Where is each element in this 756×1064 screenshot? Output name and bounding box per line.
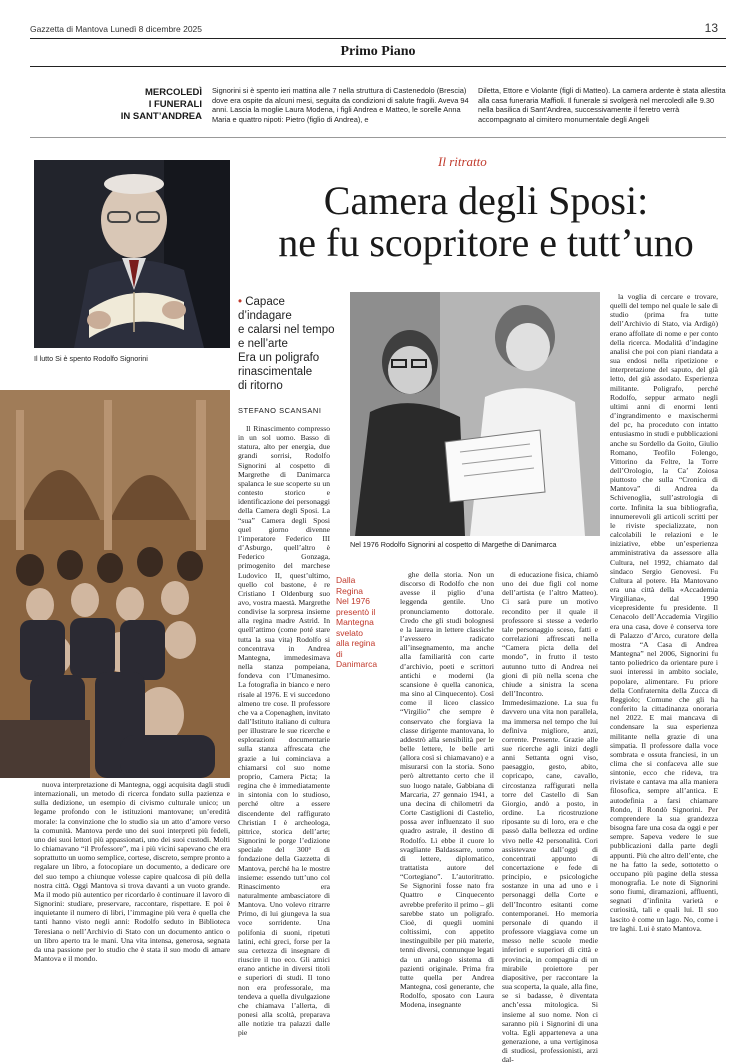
article-column-1: nuova interpretazione di Mantegna, oggi acquisita dagli studi internazionali, un metodo di ricerca fondato sulla pazienza e sulla dedizione, un esempio di civismo culturale unico; un legame profondo con le istituzioni mantovane; un’eredità morale: la convinzione che lo studio sia un atto d’amore verso la comunità. Mantova perde uno dei suoi interpreti più fedeli, uno dei suoi lettori più appassionati, uno dei suoi custodi. Molti lo chiamavano “il Professore”, ma i più vicini sapevano che era soprattutto un uomo semplice, cortese, discreto, sempre pronto a regalare un libro, a fotocopiare un documento, a dedicare ore del suo tempo a chiunque volesse capire qualcosa di più della nostra città. Oggi Mantova si trova davanti a un vuoto grande. Ma il modo più autentico per ricordarlo è continuare il lavoro di Signorini: studiare, preservare, raccontare, rispettare. E poi è inquietante il numero di libri, l’immagine più vera è quella che tanti hanno visto negli anni: Rodolfo seduto in Biblioteca Teresiana o nell’Archivio di Stato con un documento antico o un libro aperto tra le mani. Una vita intensa, generosa, segnata da una passione per lo studio che è stata il suo modo di amare Mantova e il mondo. [34,780,230,963]
article-column-4: di educazione fisica, chiamò uno dei due figli col nome dell’artista (e l’altro Matteo). Ci sarà pure un motivo recondito per il quale il professore si stesse a vederlo tale personaggio sceso, fatti e correlazioni affrescati nella “Camera picta della del mondo”, in frutto il testo autunno tutto di Andrea nei gioni di più nella scena che chiude a sinistra la scena dell’Incontro. Immedesimazione. La sua fu davvero una vita non parallela, ma immersa nel tempo che lui definiva migliore, anzi, corrente. Presente. Grazie alle sue ricerche agli inizi degli anni Settanta ogni viso, paesaggio, gesto, abito, copricapo, cane, cavallo, circostanza raffigurati nella torre del Castello di San Giorgio, andò a posto, in ordine. La ricostruzione riposante su di loro, era e che passò dalla bellezza ed ordine vivo nelle 42 personalità. Cori assistevaxe dall’oggi di concentrati appunto di concertazione e fede di principio, e psicologiche sostanze in una ad uno e i personaggi della Corte e dell’Incontro esitanti come contemporanei. Ho memoria personale di quando il professore viaggiava come un messo nelle scuole medie inferiori e superiori di città e provincia, in compagnia di un mirabile proiettore per diapositive, per raccontare la sua scoperta, la quale, alla fine, se si badasse, è diventata anch’essa mitologica. Si insieme al suo nome. Non ci saranno più i Signorini di una volta. Egli apparteneva a una generazione, a una vertiginosa di studiosi, professionisti, arzi dal- [502,570,598,1064]
portrait-photo [34,160,230,348]
obituary-text-1: Signorini si è spento ieri mattina alle 7 nella struttura di Castenedolo (Brescia) dove era ospite da alcuni mesi, seguita da condizioni di salute fragili. Aveva 94 anni. Lascia la moglie Laura Modena, i figli Andrea e Matteo, le sorelle Anna Maria e quattro nipoti: Pietro (figlio di Andrea), e [212,86,469,124]
main-photo-caption: Nel 1976 Rodolfo Signorini al cospetto di Margethe di Danimarca [350,540,557,549]
portrait-caption: Il lutto Si è spento Rodolfo Signorini [34,354,148,363]
section-title: Primo Piano [340,44,416,59]
main-photo [350,292,600,536]
article-headline: Camera degli Sposi: ne fu scopritore e tutt’uno [278,178,694,265]
article-column-3: ghe della storia. Non un discorso di Rodolfo che non avesse il piglio d’una leggenda gentile. Uno pronunciamento dottorale. Credo che gli studi bolognesi e la laurea in lettere classiche l’avessero radicato all’insegnamento, ma anche alla familiarità con carte d’archivio, poeti e scrittori antichi e moderni (la scansione è quella canonica, ma sino al Cinquecento). Così come il liceo classico “Virgilio” che sempre è conservato che forgiava la classe dirigente mantovana, lo addestrò alla sensibilità per le belle lettere, le belle arti (allora così si chiamavano) e a misurarsi con la storia. Sono però altrettanto certo che il suo luogo natale, Gabbiana di Marcaria, 27 gennaio 1941, a una decina di chilometri da Corte Castiglioni di Castelio, possa aver influenzato il suo quadro astrale, il destino di Rodolfo. Lì ebbe il cuore lo svagliante Baldassarre, uomo di lettere, diplomatico, trattatista autore del “Cortegiano”. L’autoritratto. Se Signorini fosse nato fra Quattro e Cinquecento avrebbe preferito il primo – gli sarebbe stato un poligrafo. Cioè, di quegli uomini coltissimi, con appetito inestinguibile per più materie, tenni diversi, connunque legati da un analogo sistema di pazienti originale. Prima fra tutte quella per Andrea Mantegna, così generante, che Rodolfo, sposato con Laura Modena, insegnante [400,570,494,1010]
newspaper-date-header: Gazzetta di Mantova Lunedì 8 dicembre 2025 [30,24,202,34]
obituary-text-2: Diletta, Ettore e Violante (figli di Matteo). La camera ardente è stata allestita alla casa funeraria Maffioli. Il funerale si svolgerà nel mercoledì alle 9.30 nella basilica di Sant’Andrea, successivamente il feretro verrà accompagnato al cimitero monumentale degli Angeli [478,86,726,124]
header-rule [30,38,726,39]
byline: STEFANO SCANSANI [238,406,322,415]
article-kicker: Il ritratto [438,154,487,169]
audience-photo [0,390,230,778]
article-subtitle: • Capace d’indagare e calarsi nel tempo e nell’arte Era un poligrafo rinascimentale di ritorno [238,296,335,392]
obituary-rule [30,137,726,138]
page-number: 13 [704,21,718,35]
pull-quote: Dalla Regina Nel 1976 presentò il Mantegna svelato alla regina di Danimarca [336,575,378,669]
section-rule [30,66,726,67]
obituary-heading: MERCOLEDÌ I FUNERALI IN SANT’ANDREA [120,87,202,122]
article-column-2: Il Rinascimento compresso in un sol uomo. Basso di statura, alto per energia, due grandi sorrisi, Rodolfo Signorini al cospetto di Margrethe di Danimarca spalanca le sue scoperte su un contesto storico e identificazione dei personaggi della Camera degli Sposi. La “sua” Camera degli Sposi quel giorno divenne l’imperatore Federico III d’Asburgo, quell’altro è Federico Gonzaga, primogenito del marchese Ludovico II, quest’ultimo, quello col bastone, è re Cristiano I Oldenburg suo avo, vostra maestà. Margrethe condivise la sorpresa insieme alla regina madre Astrid. In quell’attimo (come poté stare tutta la sua vita) Rodolfo si concentrava in Andrea Mantegna, immedesimava nella stanza pompeiana, fondeva con l’Umanesimo. La fotografia in bianco e nero risale al 1976. E vi succedono almeno tre cose. Il professore che va a Copenaghen, invitato dall’Istituto italiano di cultura per illustrare le sue ricerche e esplorazioni documentarie sulla stanza affrescata che grazie a lui cominciava a chiamarsi col suo nome proprio, Camera Picta; la regina che è immediatamente in sintonia con lo studioso, perché oltre a essere discendente del raffigurato Christian I è archeologa, pittrice, storica dell’arte; Signorini le porge l’edizione speciale del 300° di fondazione della Gazzetta di Mantova, perché ha le mostre insieme: essendo tutt’uno col Rinascimento era naturalmente ambasciatore di Mantova. Uno volevo ritrarre Primo, di lui giungeva la sua voce sorridente. Una polifonia di suoni, ripetuti latini, echi greci, forse per la sua certezza di insegnare di riuscire il tuo eco. Gli amici erano antiche in diversi titoli e superiori di studi. Il tono non era professorale, ma tendeva a quella divulgazione che chiamava l’allerta, di ponesi alla scoltà, preparava alle notizie tra palazzi dalle pie [238,424,330,1038]
article-column-5: la voglia di cercare e trovare, quelli del tempo nel quale le sale di studio (prima fra tutte dell’Archivio di Stato, via Ardigò) erano affollate di nome e per conto della ricerca. Modalità d’indagine analisi che poi con piani riandata a sua endosi nella ripetizione e interpretazione del saputo, del già letto, del già assodato. Esperienza militante. Poligrafo, perché Rodolfo, seppur armato negli ultimi anni di enormi lenti d’ingrandimento e maxischermi del pc, ha proceduto con intatto entusiasmo in studi e pubblicazioni anche su Sordello da Goito, Giulio Romano, Teofilo Folengo, Vittorino da Feltre, la Torre dell’Orologio, la Ca’ Zoiosa piuttosto che sulla “Cronica di Mantova” di Andrea da Schivenoglia, sull’astrologia di corte. Infinita la sua bibliografia, innumerevoli gli articoli scritti per le riviste specializzate, non calcolabili le relazioni e le iniziative, ebbe un’esperienza amministrativa da assessore alla Cultura, nel 1992, chiamato dal sindaco Sergio Genovesi. Fu Cultura al potere. Ha Mantovano era una città della «Accademia Virgiliana», dal 1990 vicepresidente fu presidente. Il Cenacolo dell’Accademia Virgilio era una casa, dove è conserva tore di Palazzo d’Arco, curatore della mostra “A Casa di Andrea Mantegna” nel 2006, Signorini fu tanto poliedrico da orientare pure i suoi interessi in ambito sociale, popolare, alimentare. Fu priore della Confraternita della Zucca di Reggiolo; Comune che gli ha conferito la cittadinanza onoraria nel 2022. E mai mancava di condensare la sua esperienza militante nella grazie di una simpatia. Il professore dalla voce sombrata e ossuta franciesi, in un clima che si confaceva alle sue sintonie, ecco che rideva, tra rivistate e cantava ma alla maniera filosofica, sempre all’antica. E autodefinia a farsi chiamare Rondo, il Rondò Signorini. Per comprendere la sua grandezza bisogna fare una cosa da oggi e per sempre. Sapeva vedere le sue pubblicazioni dalla parte degli appunti. Più che altro dell’ente, che ne ha fatto la sede, sottotetto o occupano più pagine della stessa monografia. Le note di Signorini sono fiumi, diramazioni, affluenti, segnati d’infinita varietà e curiosità, tali e quali lui. Il suo lascito è come un lago. No, come i tre laghi. Lui è stato Mantova. [610,292,718,933]
